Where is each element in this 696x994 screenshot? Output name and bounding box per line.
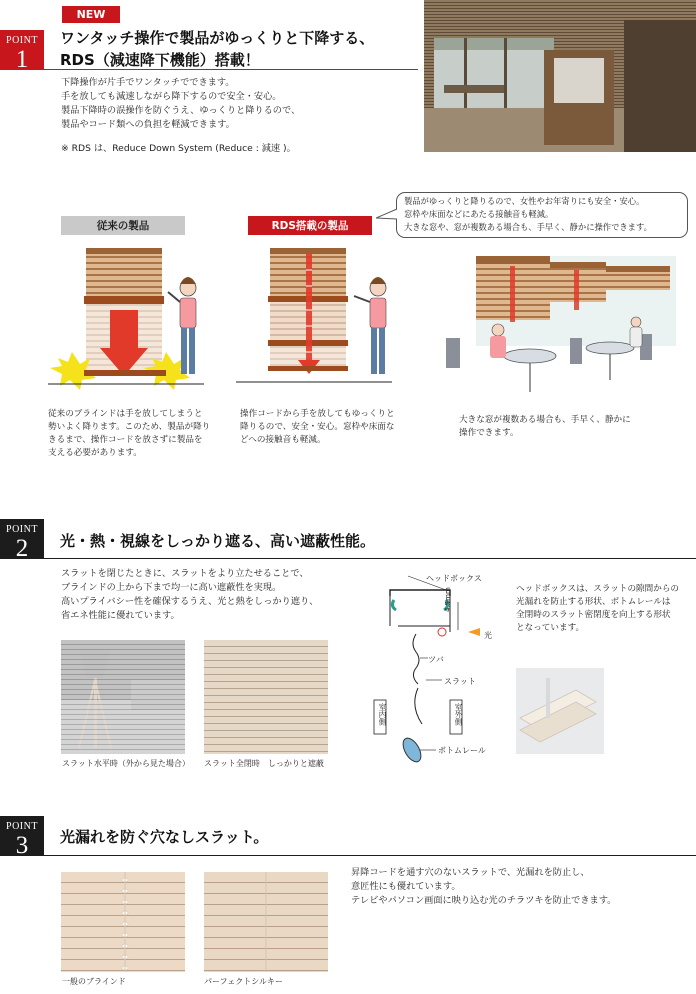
label-slat: スラット: [444, 677, 476, 686]
ordinary-blind-caption: 一般のブラインド: [62, 977, 126, 986]
caption-line: 操作コードから手を放してもゆっくりと: [240, 409, 395, 419]
point2-desc-line: 省エネ性能に優れています。: [61, 610, 180, 621]
caption-line: 従来のブラインドは手を放してしまうと: [48, 409, 203, 419]
caption-line: どへの接触音も軽減。: [240, 435, 326, 445]
point1-desc-line: 製品下降時の誤操作を防ぐうえ、ゆっくりと降りるので、: [61, 105, 301, 116]
slat-horizontal-caption: スラット水平時（外から見た場合）: [62, 759, 190, 768]
rds-caption: [240, 408, 395, 447]
office-caption: [459, 414, 631, 440]
point1-desc-line: 手を放しても減速しながら降下するので安全・安心。: [61, 91, 282, 102]
right-desc-line: ヘッドボックスは、スラットの隙間からの: [516, 584, 680, 594]
slat-closed-caption: スラット全閉時 しっかりと遮蔽: [204, 759, 324, 768]
caption-line: 勢いよく降ります。このため、製品が降り: [48, 422, 211, 432]
point1-description: [61, 76, 300, 132]
point2-description: [61, 567, 318, 623]
point2-desc-line: ブラインドの上から下まで均一に高い遮蔽性を実現。: [61, 582, 282, 593]
rds-product-label: RDS搭載の製品: [248, 216, 372, 235]
point3-badge-word: POINT: [6, 821, 38, 832]
caption-line: 降りるので、安全・安心。窓枠や床面な: [240, 422, 395, 432]
label-light: 光: [484, 631, 492, 640]
callout-pointer: [376, 208, 400, 224]
point3-heading: 光漏れを防ぐ穴なしスラット。: [60, 828, 269, 846]
office-blind-illustration: [440, 252, 680, 402]
caption-line: きるまで、操作コードを放さずに製品を: [48, 435, 203, 445]
label-tsuba: ツバ: [428, 655, 444, 664]
right-desc-line: となっています。: [516, 623, 585, 633]
point2-desc-line: スラットを閉じたときに、スラットをより立たせることで、: [61, 568, 309, 579]
conventional-product-label: 従来の製品: [61, 216, 185, 235]
conventional-caption: [48, 408, 210, 460]
point2-badge-number: 2: [15, 535, 29, 562]
point2-badge: [0, 519, 44, 562]
callout-line: 窓枠や床面などにあたる接触音も軽減。: [404, 209, 554, 219]
point3-desc-line: 昇降コードを通す穴のないスラットで、光漏れを防止し、: [351, 867, 590, 878]
point2-heading: 光・熱・視線をしっかり遮る、高い遮蔽性能。: [60, 532, 376, 550]
point3-description: [351, 866, 616, 908]
point1-heading-line1: ワンタッチ操作で製品がゆっくりと下降する、: [60, 29, 375, 47]
point3-desc-line: テレビやパソコン画面に映り込む光のチラツキを防止できます。: [351, 895, 617, 906]
point2-badge-word: POINT: [6, 524, 38, 535]
rds-callout: [396, 192, 688, 238]
perfect-silky-caption: パーフェクトシルキー: [204, 977, 283, 986]
caption-line: 支える必要があります。: [48, 448, 142, 458]
point1-badge: [0, 30, 44, 73]
label-outdoor: 室外側: [454, 703, 463, 726]
point3-underline: [44, 855, 696, 856]
label-head-box: ヘッドボックス: [426, 574, 482, 583]
point1-badge-word: POINT: [6, 35, 38, 46]
label-bottom-rail: ボトムレール: [438, 746, 486, 755]
label-indoor: 室内側: [378, 703, 387, 726]
point2-right-description: [516, 583, 679, 635]
bottom-rail-photo: [516, 668, 604, 754]
point2-underline: [44, 558, 696, 559]
living-room-photo: [424, 0, 696, 152]
conventional-blind-illustration: [44, 240, 214, 390]
point1-desc-line: 製品やコード類への負担を軽減できます。: [61, 119, 235, 130]
slat-closed-photo: [204, 640, 328, 754]
slat-horizontal-photo: [61, 640, 185, 754]
rds-blind-illustration: [232, 240, 402, 390]
ordinary-blind-photo: [61, 872, 185, 972]
point3-desc-line: 意匠性にも優れています。: [351, 881, 461, 892]
callout-line: 製品がゆっくりと降りるので、女性やお年寄りにも安全・安心。: [404, 196, 645, 206]
point3-badge-number: 3: [15, 832, 29, 859]
rds-note: ※ RDS は、Reduce Down System (Reduce : 減速 )。: [61, 143, 296, 154]
point2-desc-line: 高いプライバシー性を確保するうえ、光と熱をしっかり遮り、: [61, 596, 319, 607]
point1-desc-line: 下降操作が片手でワンタッチでできます。: [61, 77, 235, 88]
point3-badge: [0, 816, 44, 859]
caption-line: 操作できます。: [459, 428, 519, 438]
caption-line: 大きな窓が複数ある場合も、手早く、静かに: [459, 415, 631, 425]
point1-heading-line2: RDS（減速降下機能）搭載！: [60, 51, 260, 69]
new-badge: NEW: [62, 6, 120, 23]
right-desc-line: 全閉時のスラット密閉度を向上する形状: [516, 610, 671, 620]
right-desc-line: 光漏れを防止する形状、ボトムレールは: [516, 597, 671, 607]
label-dimension: 4.5mm: [444, 587, 452, 612]
point1-badge-number: 1: [15, 46, 29, 73]
perfect-silky-photo: [204, 872, 328, 972]
callout-line: 大きな窓や、窓が複数ある場合も、手早く、静かに操作できます。: [404, 222, 652, 232]
